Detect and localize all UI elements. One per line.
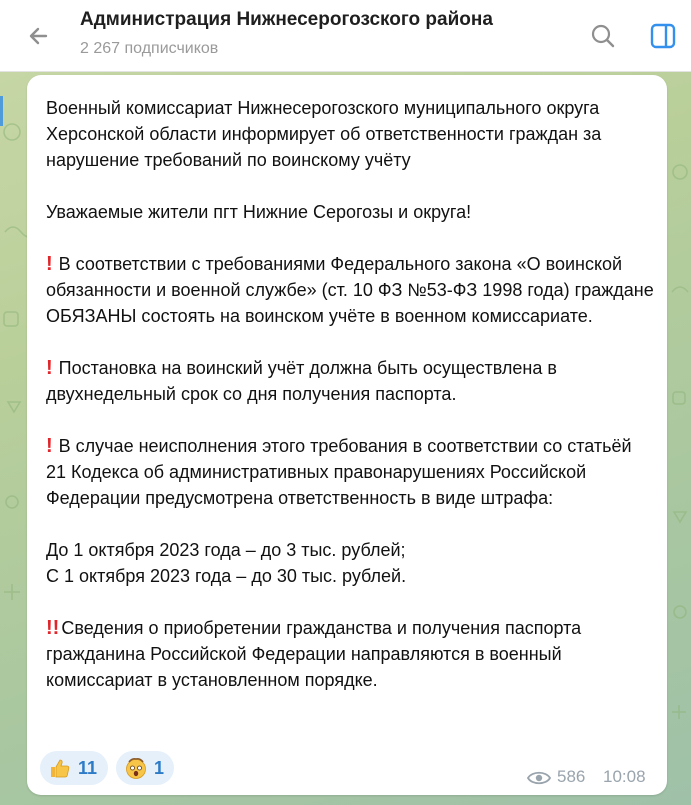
channel-post: [27, 75, 667, 795]
side-panel-icon[interactable]: [644, 17, 682, 55]
eye-icon: [527, 769, 551, 787]
channel-title[interactable]: Администрация Нижнесерогозского района: [80, 9, 493, 30]
back-arrow-icon[interactable]: [22, 18, 58, 54]
reaction-count: 11: [78, 758, 98, 778]
view-count: 586: [557, 767, 586, 786]
greeting-paragraph: Уважаемые жители пгт Нижние Серогозы и округа!: [46, 202, 472, 222]
point-1: ! В соответствии с требованиями Федерального закона «О воинской обязанности и военной службе» (ст. 10 ФЗ №53-ФЗ 1998 года) граждане ОБЯЗАНЫ состоять на воинском учёте в военном комиссариате.: [46, 253, 654, 326]
shocked-face-icon: [124, 756, 148, 780]
subscriber-count: 2 267 подписчиков: [80, 40, 219, 57]
point-4: !! Сведения о приобретении гражданства и получения паспорта гражданина Российской Федерации направляются в военный комиссариат в установленном порядке.: [46, 617, 582, 690]
search-icon[interactable]: [584, 17, 622, 55]
point-2: ! Постановка на воинский учёт должна быть осуществлена в двухнедельный срок со дня получения паспорта.: [46, 357, 557, 404]
point-3: ! В случае неисполнения этого требования в соответствии со статьёй 21 Кодекса об административных правонарушениях Российской Федерации предусмотрена ответственность в виде штрафа:: [46, 435, 632, 508]
chat-header: [0, 0, 691, 72]
exclamation-icon: !: [46, 357, 53, 379]
reaction-count: 1: [154, 758, 165, 778]
exclamation-icon: !: [46, 435, 53, 457]
thumbs-up-icon: [48, 756, 72, 780]
message-text: [46, 95, 656, 693]
post-time: 10:08: [603, 767, 646, 786]
fine-line-1: До 1 октября 2023 года – до 3 тыс. рублей;: [46, 540, 406, 560]
double-exclamation-icon: !!: [46, 617, 60, 639]
intro-paragraph: Военный комиссариат Нижнесерогозского муниципального округа Херсонской области информирует об ответственности граждан за нарушение требований по воинскому учёту: [46, 98, 602, 170]
exclamation-icon: !: [46, 253, 53, 275]
post-meta: [527, 767, 653, 789]
reaction-shocked[interactable]: [116, 751, 174, 785]
reaction-thumbs-up[interactable]: [40, 751, 108, 785]
fine-line-2: С 1 октября 2023 года – до 30 тыс. рублей.: [46, 566, 407, 586]
